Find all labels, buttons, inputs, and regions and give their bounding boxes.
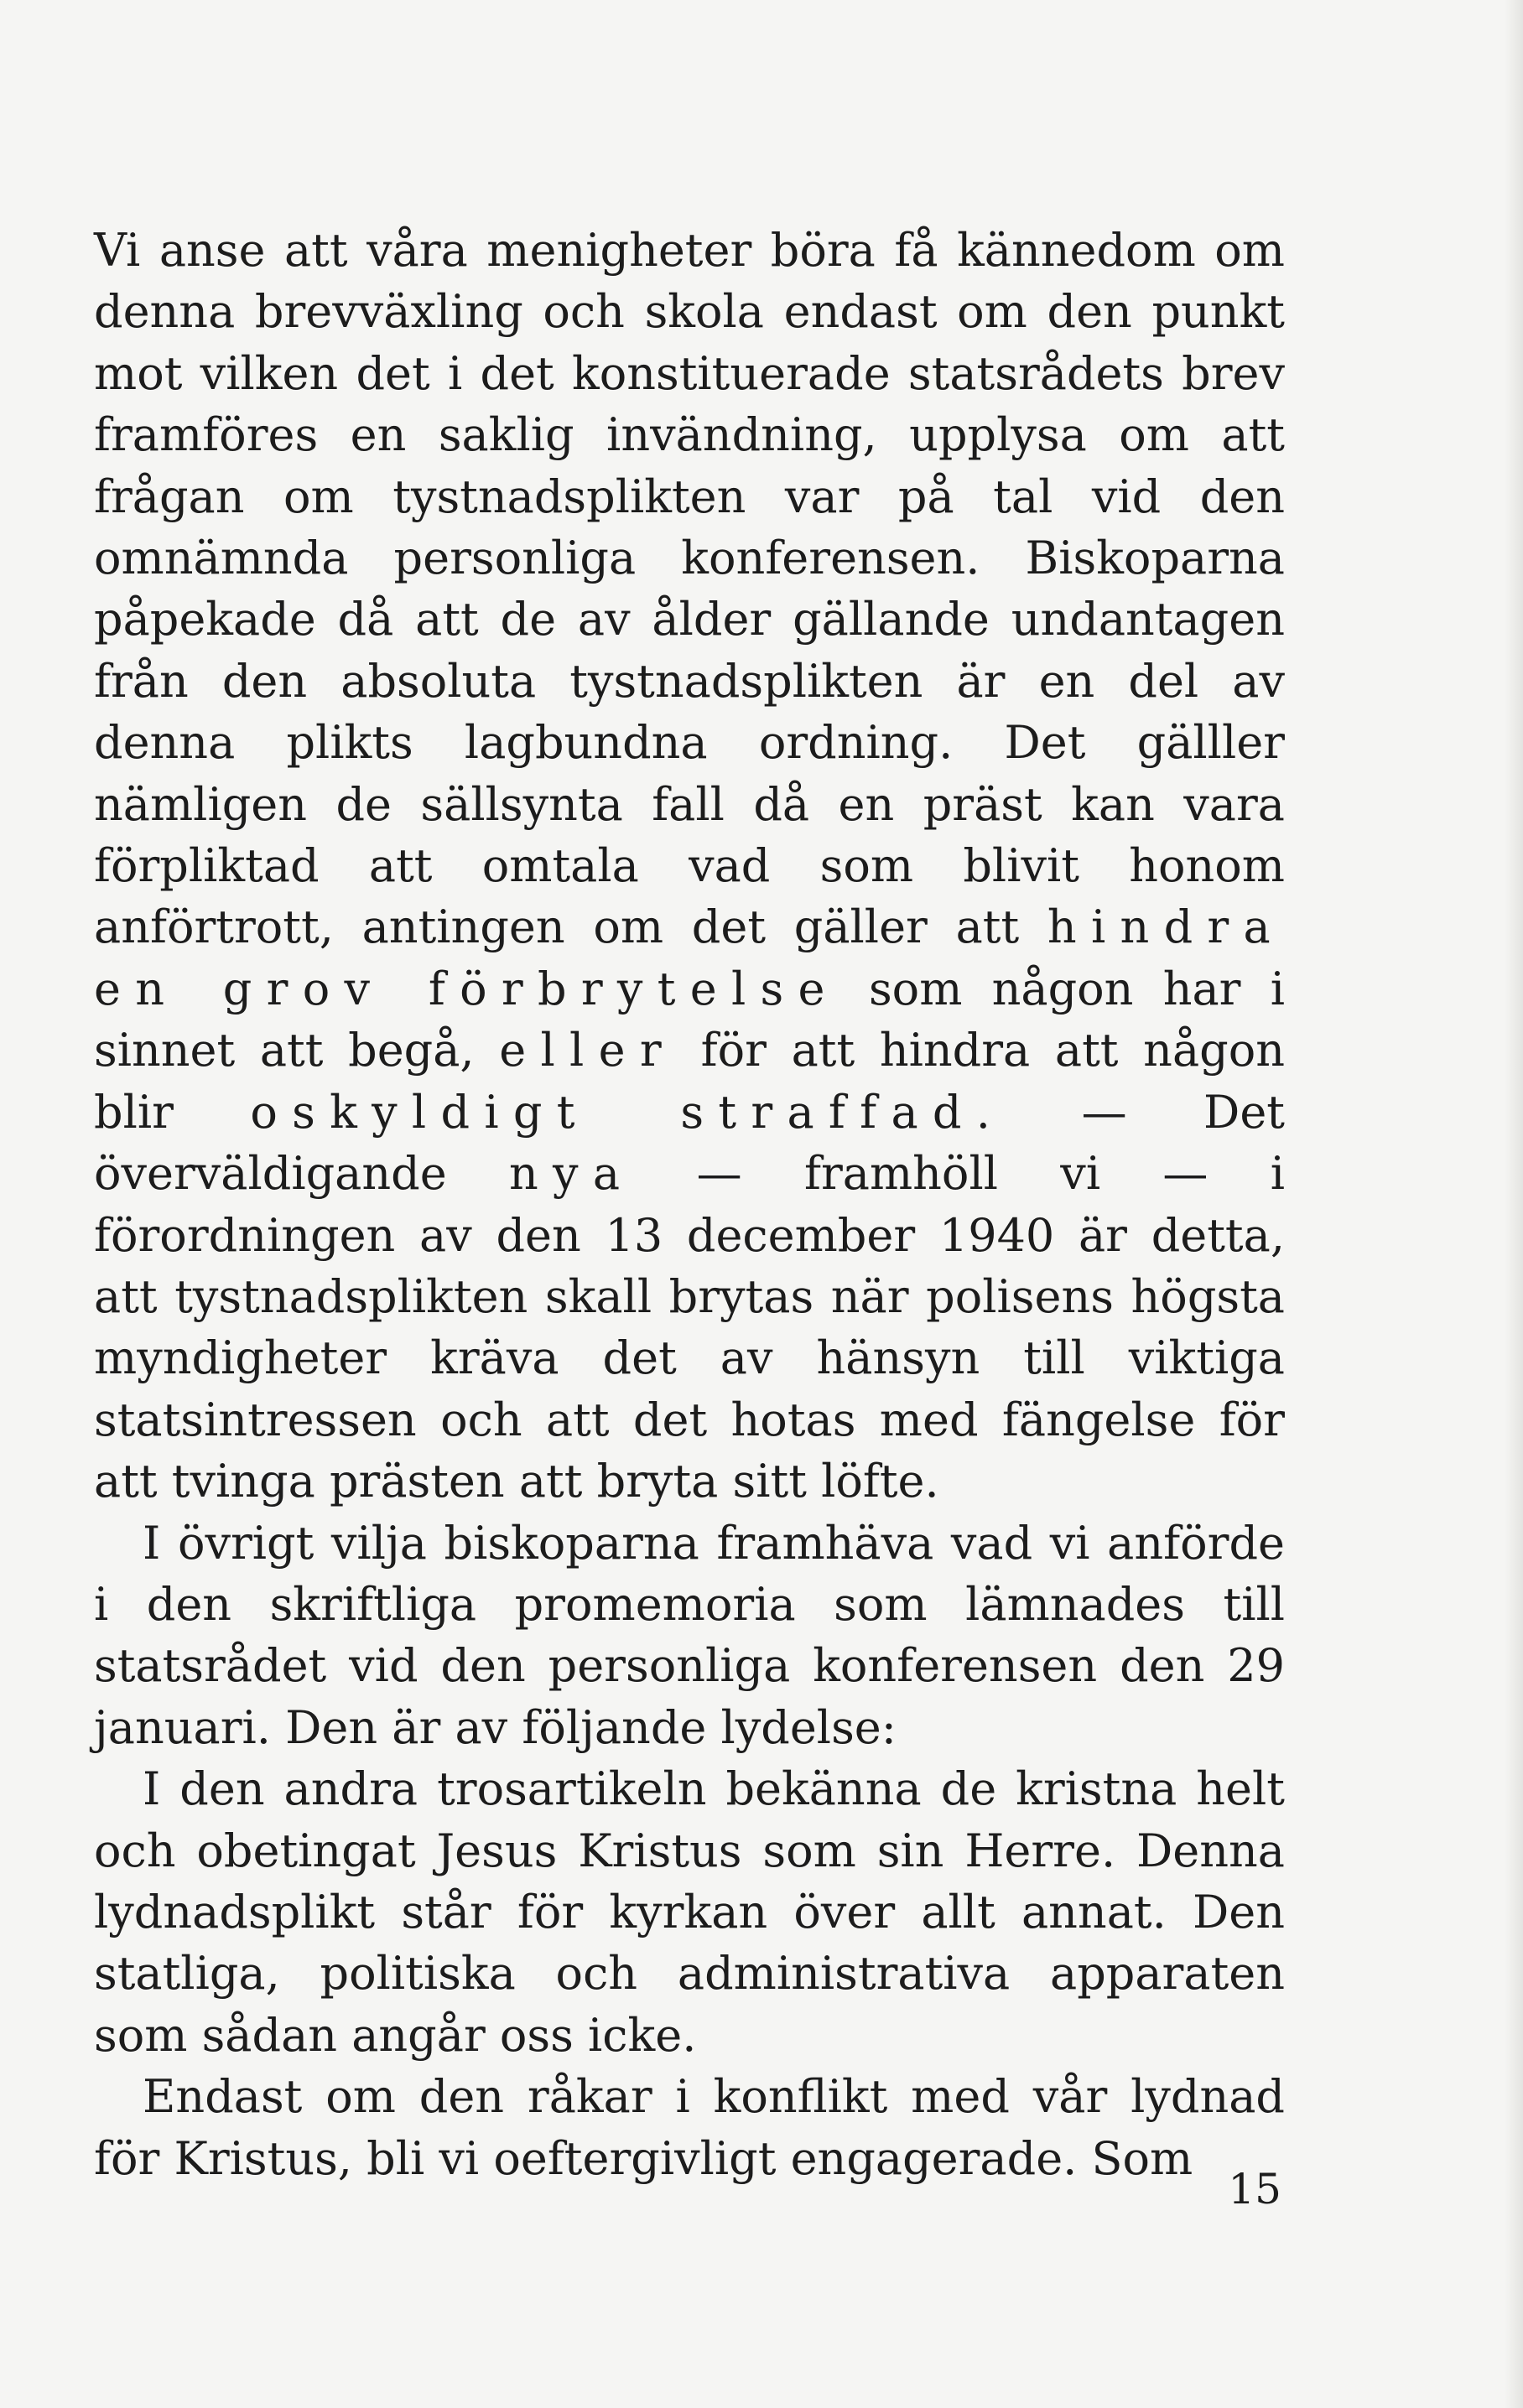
- paragraph-1-text-d: — Det överväldigande: [94, 1085, 1285, 1201]
- paragraph-1-text-b: som någon har i sinnet att begå,: [94, 962, 1285, 1077]
- paragraph-3: I den andra trosartikeln bekänna de kristna helt och obetingat Jesus Kristus som sin Herre. Denna lydnadsplikt står för kyrkan över allt annat. Den statliga, politiska och administrativa apparaten som sådan angår oss icke.: [94, 1762, 1285, 2062]
- paragraph-1-text-e: — framhöll vi — i förordningen av den 13 december 1940 är detta, att tystnadsplikten skall brytas när polisens högsta myndigheter kräva det av hänsyn till viktiga statsintressen och att det hotas med fängelse för att tvinga prästen att bryta sitt löfte.: [94, 1147, 1285, 1508]
- spaced-emphasis-oskyldigt: oskyldigt straffad.: [250, 1085, 1006, 1139]
- paragraph-4: Endast om den råkar i konflikt med vår lydnad för Kristus, bli vi oeftergivligt engagerade. Som: [94, 2070, 1285, 2185]
- paragraph-1-text-c: för att hindra att någon blir: [94, 1024, 1285, 1139]
- page-edge-shadow: [1505, 0, 1523, 2408]
- spaced-emphasis-hindra: hindra en grov förbrytelse: [94, 900, 1285, 1015]
- body-text: [94, 220, 1285, 2189]
- spaced-emphasis-nya: nya: [508, 1147, 635, 1201]
- paragraph-2: I övrigt vilja biskoparna framhäva vad vi anförde i den skriftliga promemoria som lämnades till statsrådet vid den personliga konferensen den 29 januari. Den är av följande lydelse:: [94, 1516, 1285, 1754]
- paragraph-1-text-a: Vi anse att våra menigheter böra få kännedom om denna brevväxling och skola endast om den punkt mot vilken det i det konstituerade statsrådets brev framföres en saklig invändning, upplysa om att frågan om tystnadsplikten var på tal vid den omnämnda personliga konferensen. Biskoparna påpekade då att de av ålder gällande undantagen från den absoluta tystnadsplikten är en del av denna plikts lagbundna ordning. Det gälller nämligen de sällsynta fall då en präst kan vara förpliktad att omtala vad som blivit honom anförtrott, antingen om det gäller att: [94, 224, 1285, 954]
- spaced-emphasis-eller: eller: [499, 1024, 676, 1077]
- paragraph-1: [94, 220, 1285, 1513]
- page-number: 15: [1228, 2165, 1281, 2213]
